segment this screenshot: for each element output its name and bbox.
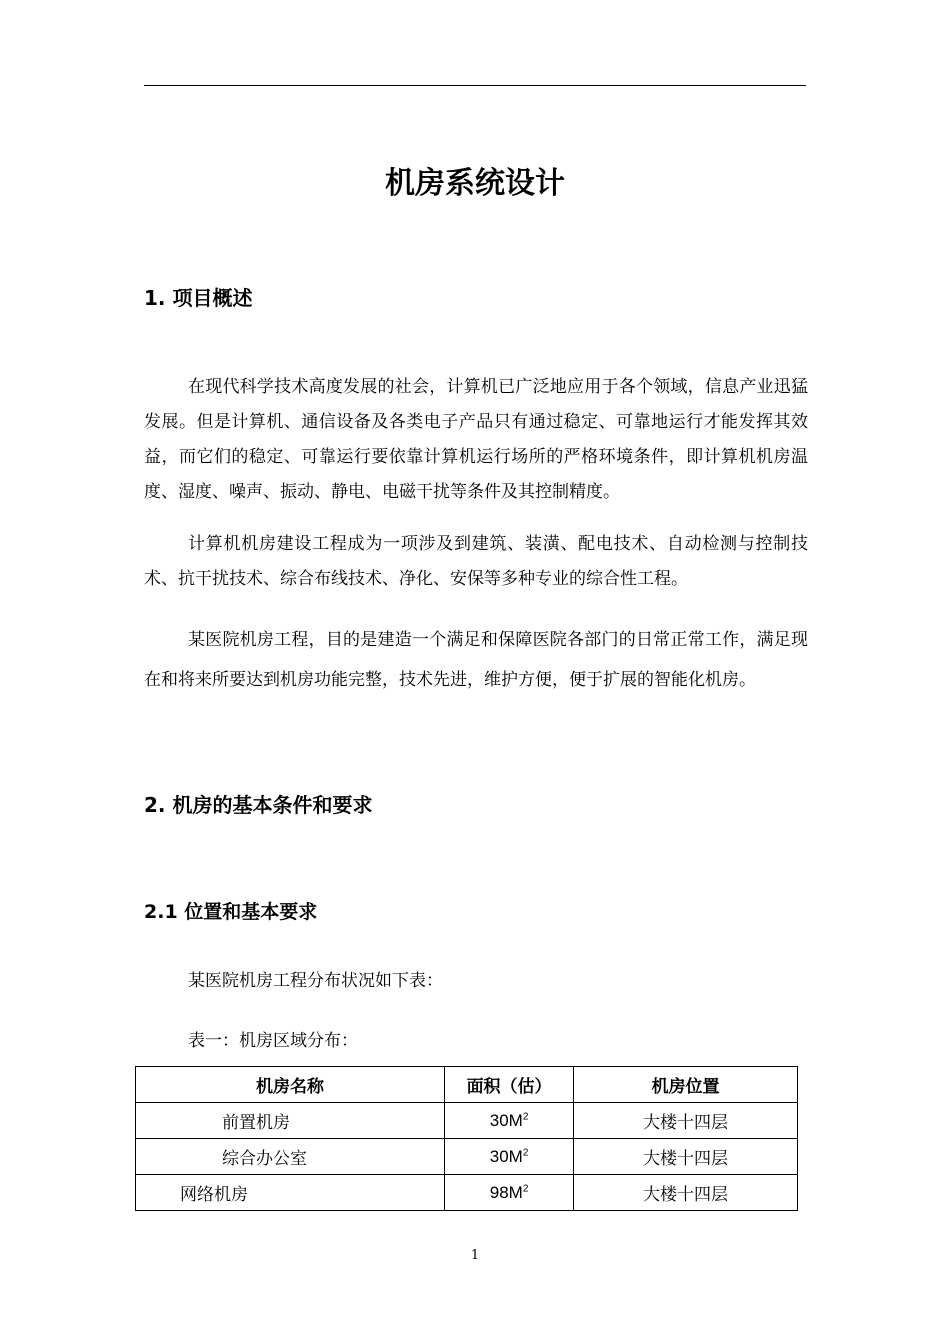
room-location: 大楼十四层 bbox=[574, 1175, 798, 1211]
area-value: 30M bbox=[489, 1146, 523, 1166]
room-name: 前置机房 bbox=[136, 1103, 445, 1139]
room-area bbox=[445, 1175, 574, 1211]
table-header-row bbox=[136, 1067, 798, 1103]
area-unit-exponent: 2 bbox=[522, 1146, 529, 1158]
section-1-paragraph-1: 在现代科学技术高度发展的社会，计算机已广泛地应用于各个领域，信息产业迅猛发展。但是计算机、通信设备及各类电子产品只有通过稳定、可靠地运行才能发挥其效益，而它们的稳定、可靠运行要依靠计算机运行场所的严格环境条件，即计算机机房温度、湿度、噪声、振动、静电、电磁干扰等条件及其控制精度。 bbox=[144, 377, 808, 502]
room-area bbox=[445, 1139, 574, 1175]
area-value: 30M bbox=[489, 1110, 523, 1130]
section-2-heading: 2. 机房的基本条件和要求 bbox=[144, 793, 373, 817]
intro-text: 分布状况如下表： bbox=[307, 971, 443, 991]
section-1-paragraph-2: 计算机机房建设工程成为一项涉及到建筑、装潢、配电技术、自动检测与控制技术、抗干扰技术、综合布线技术、净化、安保等多种专业的综合性工程。 bbox=[144, 534, 808, 589]
section-1-paragraph-3 bbox=[144, 620, 808, 700]
room-area bbox=[445, 1103, 574, 1139]
room-name: 网络机房 bbox=[136, 1175, 445, 1211]
header-room-name: 机房名称 bbox=[136, 1067, 445, 1103]
hospital-name: 某医院 bbox=[188, 630, 240, 650]
intro-text: 工程 bbox=[273, 971, 307, 991]
room-name: 综合办公室 bbox=[136, 1139, 445, 1175]
table-row bbox=[136, 1175, 798, 1211]
table-row bbox=[136, 1139, 798, 1175]
section-1-heading: 1. 项目概述 bbox=[144, 286, 253, 310]
header-location: 机房位置 bbox=[574, 1067, 798, 1103]
table-caption: 表一：机房区域分布： bbox=[188, 1031, 358, 1051]
intro-text: 机房 bbox=[239, 971, 273, 991]
document-title: 机房系统设计 bbox=[385, 166, 565, 201]
area-unit-exponent: 2 bbox=[522, 1182, 529, 1194]
hospital-name: 某医院 bbox=[188, 971, 239, 991]
paragraph-3-text: 机房工程，目的是建造一个满足和保障医院各部门的日常正常工作，满足现在和将来所要达到机房功能完整，技术先进，维护方便，便于扩展的智能化机房。 bbox=[144, 630, 809, 690]
header-area: 面积（估） bbox=[445, 1067, 574, 1103]
section-2-1-heading: 2.1 位置和基本要求 bbox=[144, 901, 318, 923]
room-location: 大楼十四层 bbox=[574, 1103, 798, 1139]
area-value: 98M bbox=[489, 1182, 523, 1202]
room-distribution-table bbox=[135, 1066, 798, 1211]
table-row bbox=[136, 1103, 798, 1139]
room-location: 大楼十四层 bbox=[574, 1139, 798, 1175]
page-number: 1 bbox=[470, 1248, 480, 1263]
table-intro bbox=[188, 966, 443, 991]
header-rule bbox=[144, 85, 806, 86]
area-unit-exponent: 2 bbox=[522, 1110, 529, 1122]
